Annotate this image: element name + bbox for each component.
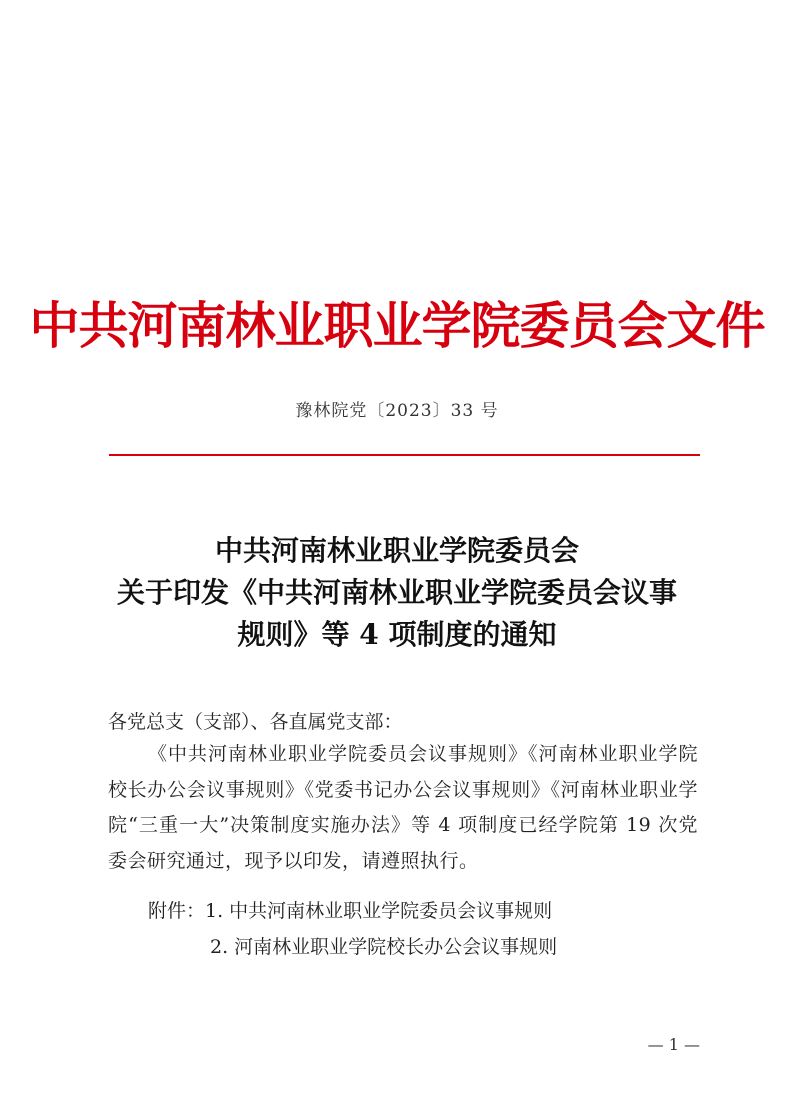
body-paragraph: 《中共河南林业职业学院委员会议事规则》《河南林业职业学院校长办公会议事规则》《党委书记办公会议事规则》《河南林业职业学院“三重一大”决策制度实施办法》等 4 项制度已经学院第 19 次党委会研究通过，现予以印发，请遵照执行。 xyxy=(108,743,698,872)
salutation: 各党总支（支部）、各直属党支部： xyxy=(108,711,403,733)
attachment-item-2: 2. 河南林业职业学院校长办公会议事规则 xyxy=(210,936,558,958)
document-header-title: 中共河南林业职业学院委员会文件 xyxy=(29,296,765,355)
attachment-item-1: 附件：1. 中共河南林业职业学院委员会议事规则 xyxy=(148,900,553,922)
notice-title xyxy=(0,530,794,656)
document-number: 豫林院党〔2023〕33 号 xyxy=(295,401,499,421)
red-separator-line xyxy=(109,454,700,456)
notice-title-line-2: 关于印发《中共河南林业职业学院委员会议事 xyxy=(116,576,677,609)
notice-title-line-1: 中共河南林业职业学院委员会 xyxy=(214,534,579,567)
page-number: — 1 — xyxy=(647,1035,700,1054)
notice-title-line-3: 规则》等 4 项制度的通知 xyxy=(237,618,557,651)
